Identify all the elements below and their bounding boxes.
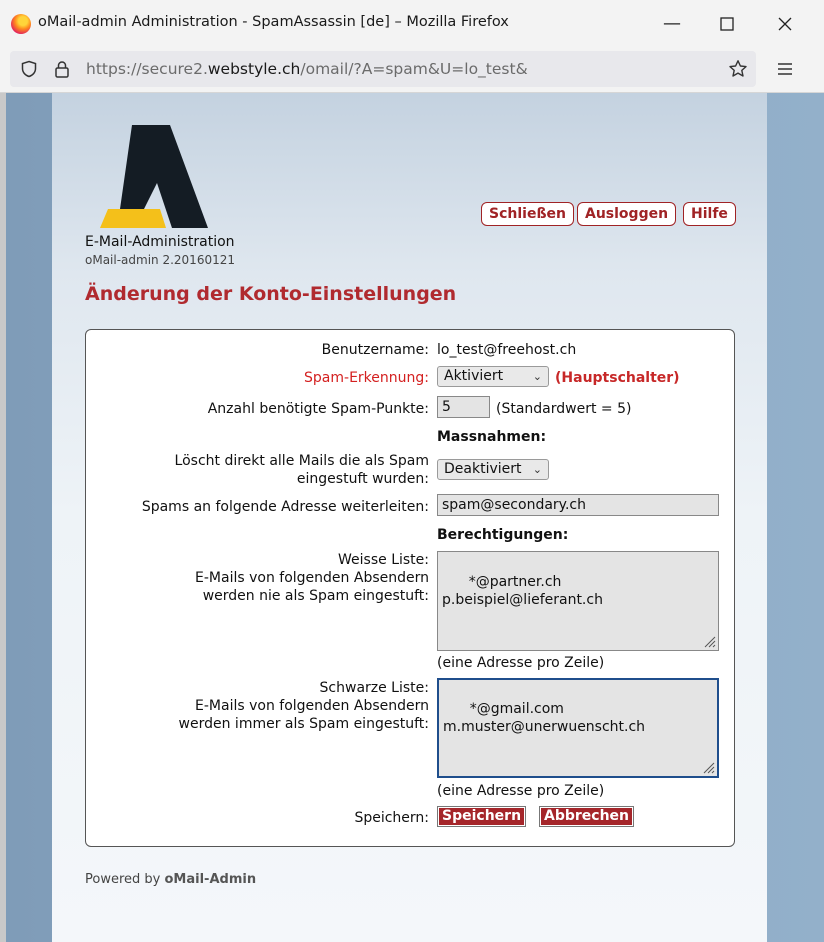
close-button[interactable]: Schließen: [481, 202, 574, 226]
forward-address-input[interactable]: spam@secondary.ch: [437, 494, 719, 516]
whitelist-label-line3: werden nie als Spam eingestuft:: [202, 588, 429, 604]
resize-grip-icon[interactable]: [701, 760, 715, 774]
whitelist-textarea[interactable]: [437, 551, 719, 651]
app-version: oMail-admin 2.20160121: [85, 253, 235, 267]
bookmark-star-icon[interactable]: [728, 59, 748, 79]
window-title: oMail-admin Administration - SpamAssassin [de] – Mozilla Firefox: [38, 14, 509, 30]
close-window-icon[interactable]: [770, 10, 800, 38]
spam-detection-label: Spam-Erkennung:: [304, 370, 429, 386]
permissions-heading: Berechtigungen:: [437, 527, 569, 543]
window-titlebar: [0, 0, 824, 48]
delete-spam-selected: Deaktiviert: [444, 461, 522, 477]
resize-grip-icon[interactable]: [702, 634, 716, 648]
footer-brand: oMail-Admin: [164, 872, 257, 887]
delete-spam-label-line1: Löscht direkt alle Mails die als Spam: [174, 453, 429, 469]
measures-heading: Massnahmen:: [437, 429, 547, 445]
blacklist-text: *@gmail.com m.muster@unerwuenscht.ch: [443, 701, 646, 735]
navigation-bar: [0, 48, 824, 93]
username-label: Benutzername:: [321, 342, 429, 358]
blacklist-label: [179, 679, 429, 733]
blacklist-textarea[interactable]: [437, 678, 719, 778]
save-label: Speichern:: [354, 810, 429, 826]
tracking-shield-icon[interactable]: [20, 60, 38, 78]
whitelist-hint: (eine Adresse pro Zeile): [437, 655, 605, 671]
footer: [85, 872, 256, 887]
maximize-icon[interactable]: [712, 10, 742, 38]
omail-logo-icon: [100, 125, 210, 229]
delete-spam-label-line2: eingestuft wurden:: [296, 471, 429, 487]
logout-button[interactable]: Ausloggen: [577, 202, 676, 226]
spam-detection-selected: Aktiviert: [444, 368, 504, 384]
delete-spam-select[interactable]: [437, 459, 549, 480]
app-title: E-Mail-Administration: [85, 234, 235, 250]
page-content: [52, 93, 767, 942]
chevron-down-icon: ⌄: [532, 370, 542, 383]
spam-points-input[interactable]: 5: [437, 396, 490, 418]
delete-spam-label: [175, 452, 429, 488]
blacklist-label-line2: E-Mails von folgenden Absendern: [195, 698, 429, 714]
blacklist-hint: (eine Adresse pro Zeile): [437, 783, 605, 799]
page-title: Änderung der Konto-Einstellungen: [85, 283, 457, 305]
save-button[interactable]: Speichern: [437, 806, 526, 827]
background-window-edge: [0, 93, 6, 942]
blacklist-label-line3: werden immer als Spam eingestuft:: [178, 716, 429, 732]
blacklist-label-title: Schwarze Liste:: [319, 680, 429, 696]
help-button[interactable]: Hilfe: [683, 202, 736, 226]
firefox-logo-icon: [11, 14, 31, 34]
whitelist-label: [195, 551, 429, 605]
username-value: lo_test@freehost.ch: [437, 342, 577, 358]
address-bar[interactable]: [10, 51, 756, 87]
forward-label: Spams an folgende Adresse weiterleiten:: [141, 499, 429, 515]
chevron-down-icon: ⌄: [532, 463, 542, 476]
footer-prefix: Powered by: [85, 872, 161, 887]
spam-detection-select[interactable]: [437, 366, 549, 387]
url-text[interactable]: https://secure2.webstyle.ch/omail/?A=spam&U=lo_test&: [86, 60, 528, 78]
settings-form: [85, 329, 735, 847]
spam-points-default-note: (Standardwert = 5): [496, 401, 632, 417]
whitelist-text: *@partner.ch p.beispiel@lieferant.ch: [442, 574, 603, 608]
whitelist-label-title: Weisse Liste:: [338, 552, 429, 568]
spam-points-label: Anzahl benötigte Spam-Punkte:: [207, 401, 429, 417]
whitelist-label-line2: E-Mails von folgenden Absendern: [195, 570, 429, 586]
main-switch-note: (Hauptschalter): [555, 370, 680, 386]
cancel-button[interactable]: Abbrechen: [539, 806, 634, 827]
padlock-icon[interactable]: [53, 60, 71, 78]
hamburger-menu-icon[interactable]: [776, 60, 794, 78]
minimize-icon[interactable]: —: [663, 13, 681, 34]
